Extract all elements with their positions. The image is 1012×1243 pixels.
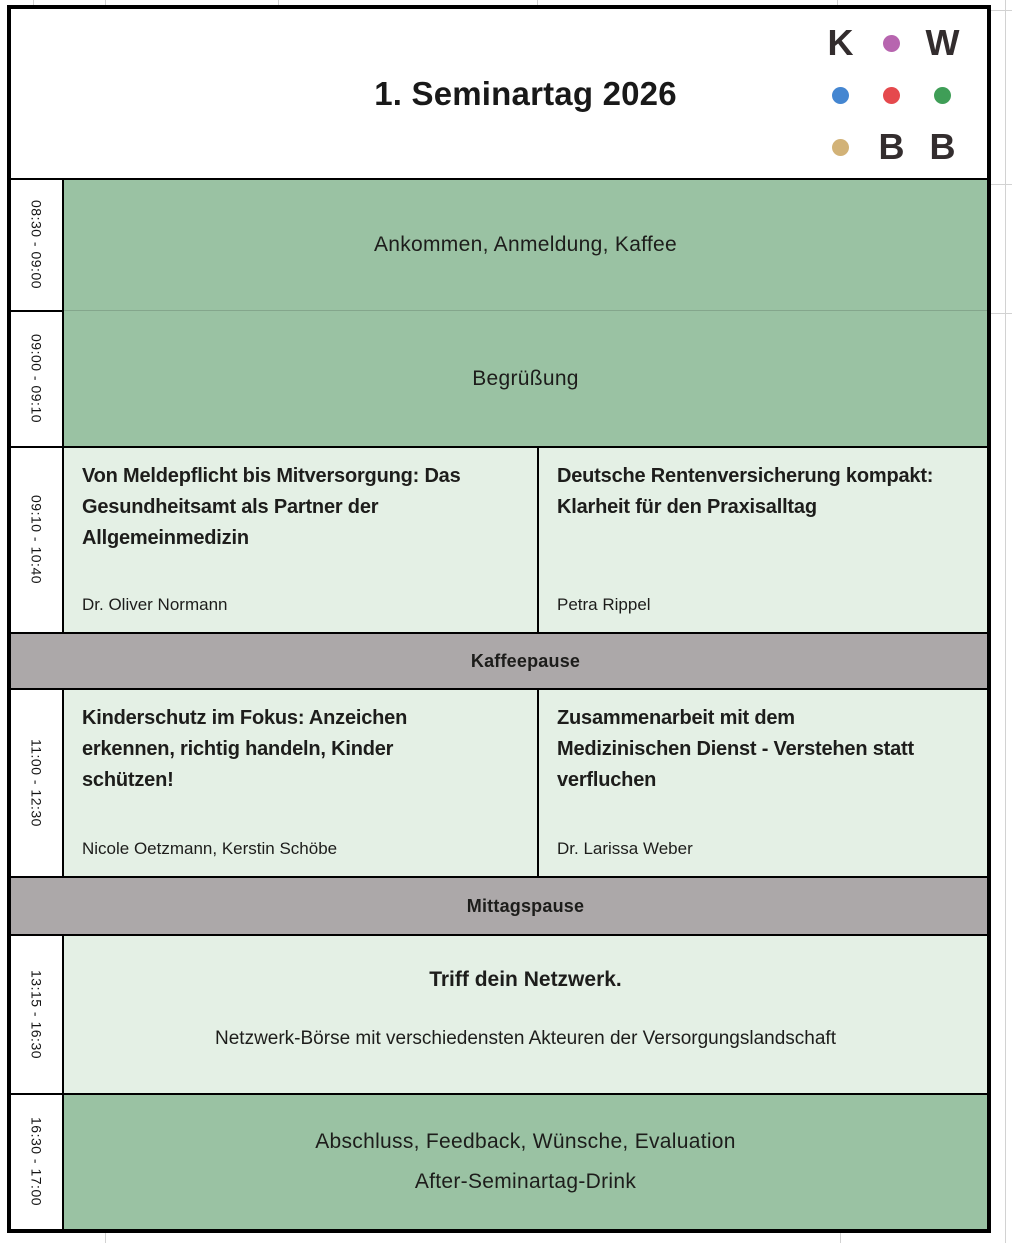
time-label: 11:00 - 12:30 xyxy=(28,739,45,827)
agenda-item-welcome: Begrüßung xyxy=(64,310,987,446)
time-label: 08:30 - 09:00 xyxy=(28,200,45,290)
blue-dot-icon xyxy=(832,87,849,104)
sheet-gridline xyxy=(991,184,1012,185)
session-title: Von Meldepflicht bis Mitversorgung: Das Gesundheitsamt als Partner der Allgemeinmedizin xyxy=(82,465,461,549)
schedule-row-coffee-break xyxy=(11,632,987,688)
schedule-row-network xyxy=(11,934,987,1093)
purple-dot-icon xyxy=(883,35,900,52)
time-label: 16:30 - 17:00 xyxy=(28,1117,45,1207)
red-dot-icon xyxy=(883,87,900,104)
session-cell-left xyxy=(64,446,539,632)
speaker-name: Dr. Larissa Weber xyxy=(557,839,693,858)
logo xyxy=(815,17,968,173)
session-title: Kinderschutz im Fokus: Anzeichen erkennen, richtig handeln, Kinder schützen! xyxy=(82,707,408,791)
schedule-row-session-1 xyxy=(11,446,987,632)
logo-letter-k: K xyxy=(827,22,854,63)
page-title: 1. Seminartag 2026 xyxy=(374,74,677,112)
sheet-gridline xyxy=(1005,0,1006,1243)
network-cell xyxy=(64,934,987,1093)
agenda-item-closing: Abschluss, Feedback, Wünsche, Evaluation After-Seminartag-Drink xyxy=(64,1093,987,1229)
agenda-item-arrival: Ankommen, Anmeldung, Kaffee xyxy=(64,178,987,310)
logo-letter-b2: B xyxy=(929,126,956,167)
session-cell-right xyxy=(539,688,987,876)
schedule-row-arrival xyxy=(11,178,987,310)
schedule-row-welcome xyxy=(11,310,987,446)
speaker-name: Nicole Oetzmann, Kerstin Schöbe xyxy=(82,839,338,858)
time-cell xyxy=(11,934,64,1093)
time-label: 13:15 - 16:30 xyxy=(28,969,45,1059)
pause-label: Kaffeepause xyxy=(11,632,987,688)
time-cell xyxy=(11,1093,64,1229)
logo-letter-w: W xyxy=(925,22,960,63)
network-title: Triff dein Netzwerk. xyxy=(429,968,622,991)
schedule-table xyxy=(7,5,991,1233)
schedule-row-closing xyxy=(11,1093,987,1229)
time-cell xyxy=(11,446,64,632)
schedule-row-session-2 xyxy=(11,688,987,876)
logo-letter-b1: B xyxy=(878,126,905,167)
network-subtitle: Netzwerk-Börse mit verschiedensten Akteuren der Versorgungslandschaft xyxy=(215,1028,836,1049)
sheet-gridline xyxy=(105,1233,106,1243)
time-cell xyxy=(11,310,64,446)
tan-dot-icon xyxy=(832,139,849,156)
schedule-row-lunch-break xyxy=(11,876,987,934)
time-label: 09:10 - 10:40 xyxy=(28,495,45,585)
sheet-gridline xyxy=(840,1233,841,1243)
session-cell-right xyxy=(539,446,987,632)
session-title: Zusammenarbeit mit dem Medizinischen Dienst - Verstehen statt verfluchen xyxy=(557,707,914,791)
speaker-name: Petra Rippel xyxy=(557,595,651,614)
speaker-name: Dr. Oliver Normann xyxy=(82,595,228,614)
time-cell xyxy=(11,688,64,876)
session-cell-left xyxy=(64,688,539,876)
time-cell xyxy=(11,178,64,310)
header-row xyxy=(11,9,987,178)
sheet-gridline xyxy=(991,10,1012,11)
time-label: 09:00 - 09:10 xyxy=(28,334,45,424)
session-title: Deutsche Rentenversicherung kompakt: Klarheit für den Praxisalltag xyxy=(557,465,934,518)
pause-label: Mittagspause xyxy=(11,876,987,934)
sheet-gridline xyxy=(991,313,1012,314)
green-dot-icon xyxy=(934,87,951,104)
